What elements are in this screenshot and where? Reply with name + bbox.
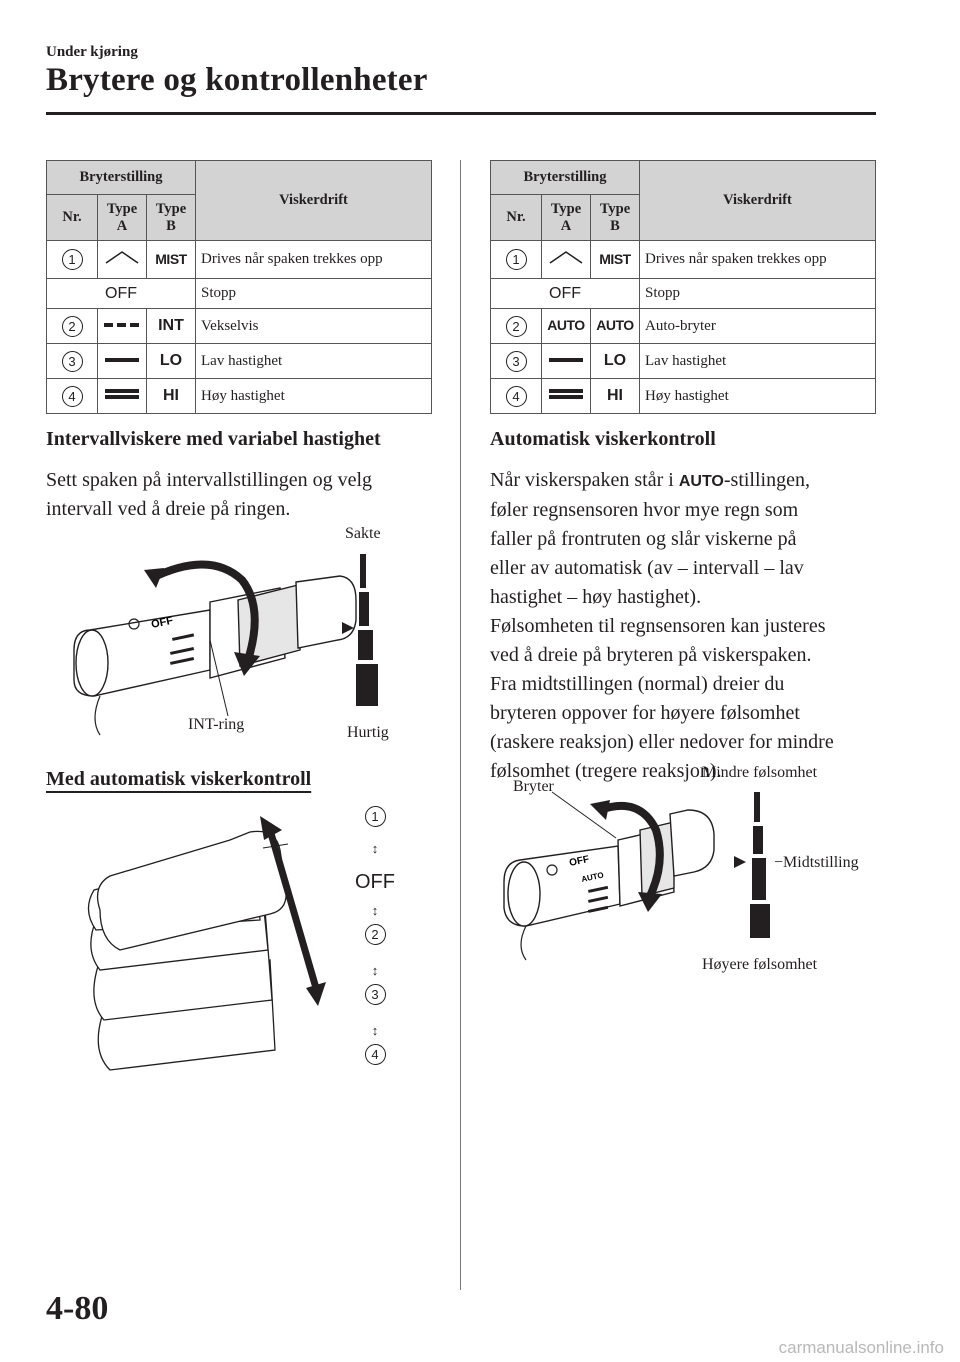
label-slow: Sakte <box>345 525 381 542</box>
table-head-operation: Viskerdrift <box>640 161 876 241</box>
row-description: Auto-bryter <box>640 309 876 344</box>
inline-auto-symbol: AUTO <box>678 473 724 490</box>
heading-interval-wipers: Intervallviskere med variabel hastighet <box>46 428 381 450</box>
row-description: Stopp <box>196 279 432 309</box>
table-row <box>47 279 432 309</box>
wiper-lever-drawing <box>74 576 356 735</box>
text-line: Følsomheten til regnsensoren kan justeres <box>490 615 826 637</box>
row-number: 2 <box>506 316 527 337</box>
auto-control-paragraph <box>490 466 890 786</box>
section-label: Under kjøring <box>46 44 138 60</box>
table-row <box>491 279 876 309</box>
label-switch: Bryter <box>513 778 554 795</box>
table-head-type-b: Type B <box>155 200 187 234</box>
text-line: Fra midtstillingen (normal) dreier du <box>490 673 785 695</box>
table-head-position: Bryterstilling <box>491 161 640 195</box>
type-b-symbol: HI <box>163 387 179 404</box>
label-less-sensitivity: Mindre følsomhet <box>702 764 818 781</box>
position-3-number: 3 <box>365 984 386 1005</box>
position-off-label: OFF <box>355 871 395 893</box>
text-line: (raskere reaksjon) eller nedover for mindre <box>490 731 834 753</box>
row-description: Stopp <box>640 279 876 309</box>
row-number: 1 <box>62 249 83 270</box>
updown-arrow-icon: ↕ <box>371 963 379 978</box>
table-head-nr: Nr. <box>47 195 98 241</box>
position-4-number: 4 <box>365 1044 386 1065</box>
row-description: Høy hastighet <box>640 379 876 414</box>
sensitivity-wedge-scale <box>734 792 770 938</box>
page-title: Brytere og kontrollenheter <box>46 62 428 98</box>
table-row <box>47 241 432 279</box>
table-row <box>491 309 876 344</box>
row-number: 3 <box>506 351 527 372</box>
high-bars-icon <box>542 379 591 414</box>
updown-arrow-icon: ↕ <box>371 1023 379 1038</box>
text-line: Sett spaken på intervallstillingen og velg <box>46 469 373 491</box>
heading-with-auto-control: Med automatisk viskerkontroll <box>46 768 312 790</box>
mist-chevron-icon <box>542 241 591 279</box>
interval-dashes-icon <box>98 309 147 344</box>
table-row <box>491 344 876 379</box>
wiper-table-left <box>46 160 432 414</box>
type-b-symbol: INT <box>158 317 184 334</box>
text-line: ved å dreie på bryteren på viskerspaken. <box>490 644 812 666</box>
row-number: 1 <box>506 249 527 270</box>
text-line: intervall ved å dreie på ringen. <box>46 498 291 520</box>
table-row <box>491 379 876 414</box>
row-description: Drives når spaken trekkes opp <box>196 241 432 279</box>
table-head-position: Bryterstilling <box>47 161 196 195</box>
updown-arrow-icon: ↕ <box>371 841 379 856</box>
type-symbol-off: OFF <box>105 284 137 302</box>
row-number: 4 <box>62 386 83 407</box>
type-symbol-off: OFF <box>549 284 581 302</box>
text-line: eller av automatisk (av – intervall – lav <box>490 557 804 579</box>
type-b-symbol: MIST <box>599 250 631 267</box>
table-head-operation: Viskerdrift <box>196 161 432 241</box>
type-b-symbol: LO <box>603 352 627 369</box>
row-description: Høy hastighet <box>196 379 432 414</box>
row-number: 2 <box>62 316 83 337</box>
table-row <box>47 344 432 379</box>
lever-off-text: OFF <box>568 854 591 869</box>
table-row <box>491 241 876 279</box>
speed-wedge-scale <box>342 554 378 706</box>
row-description: Drives når spaken trekkes opp <box>640 241 876 279</box>
table-head-type-b: Type B <box>599 200 631 234</box>
type-b-symbol: HI <box>607 387 623 404</box>
watermark: carmanualsonline.info <box>778 1338 944 1357</box>
sensitivity-figure <box>490 770 790 970</box>
text-line: bryteren oppover for høyere følsomhet <box>490 702 800 724</box>
text-line: føler regnsensoren hvor mye regn som <box>490 499 799 521</box>
heading-auto-wiper-control: Automatisk viskerkontroll <box>490 428 716 450</box>
mist-chevron-icon <box>98 241 147 279</box>
title-rule <box>46 112 876 115</box>
text-line: faller på frontruten og slår viskerne på <box>490 528 797 550</box>
text-line: følsomhet (tregere reaksjon). <box>490 760 722 782</box>
wiper-table-right <box>490 160 876 414</box>
low-bar-icon <box>542 344 591 379</box>
type-b-symbol: MIST <box>155 250 187 267</box>
pointer-triangle-icon <box>734 856 746 868</box>
type-a-symbol: AUTO <box>547 317 585 333</box>
type-b-symbol: LO <box>159 352 183 369</box>
row-description: Lav hastighet <box>640 344 876 379</box>
position-1-number: 1 <box>365 806 386 827</box>
high-bars-icon <box>98 379 147 414</box>
row-number: 4 <box>506 386 527 407</box>
table-row <box>47 309 432 344</box>
position-label-column <box>355 806 395 1078</box>
stacked-levers-drawing <box>88 831 286 1070</box>
type-b-symbol: AUTO <box>596 317 634 333</box>
table-row <box>47 379 432 414</box>
label-fast: Hurtig <box>347 724 389 741</box>
text-line: Når viskerspaken står i AUTO-stillingen, <box>490 469 810 491</box>
table-head-type-a: Type A <box>550 200 582 234</box>
lever-auto-text: AUTO <box>580 870 605 884</box>
lever-off-text: OFF <box>150 614 175 631</box>
table-head-nr: Nr. <box>491 195 542 241</box>
low-bar-icon <box>98 344 147 379</box>
row-description: Lav hastighet <box>196 344 432 379</box>
page-number: 4-80 <box>46 1290 109 1327</box>
label-int-ring: INT-ring <box>188 716 245 733</box>
position-2-number: 2 <box>365 924 386 945</box>
label-more-sensitivity: Høyere følsomhet <box>702 956 818 973</box>
updown-arrow-icon: ↕ <box>371 903 379 918</box>
column-divider <box>460 160 461 1290</box>
table-head-type-a: Type A <box>106 200 138 234</box>
label-middle-position: −Midtstilling <box>774 854 859 871</box>
row-description: Vekselvis <box>196 309 432 344</box>
row-number: 3 <box>62 351 83 372</box>
interval-paragraph <box>46 466 372 524</box>
text-line: hastighet – høy hastighet). <box>490 586 702 608</box>
